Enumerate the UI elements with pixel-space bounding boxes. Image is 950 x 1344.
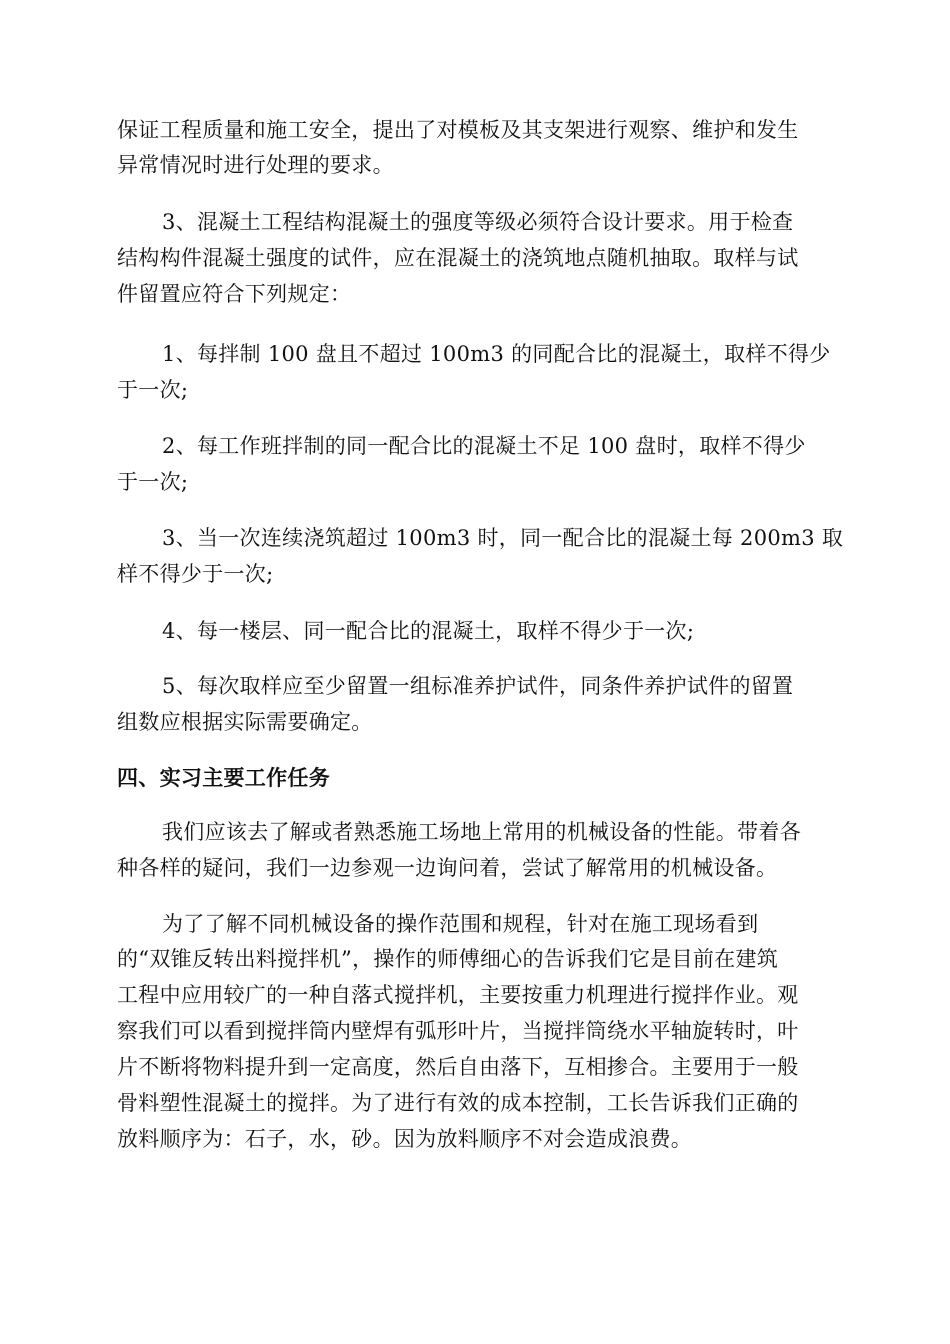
text-line: 3、当一次连续浇筑超过 100m3 时，同一配合比的混凝土每 200m3 取: [162, 526, 844, 550]
text-line: 件留置应符合下列规定：: [117, 282, 352, 306]
section-heading: 四、实习主要工作任务: [117, 766, 330, 790]
text-line: 1、每拌制 100 盘且不超过 100m3 的同配合比的混凝土，取样不得少: [162, 342, 831, 366]
text-line: 察我们可以看到搅拌筒内壁焊有弧形叶片，当搅拌筒绕水平轴旋转时，叶: [117, 1019, 799, 1043]
text-line: 骨料塑性混凝土的搅拌。为了进行有效的成本控制，工长告诉我们正确的: [117, 1091, 799, 1115]
text-line: 保证工程质量和施工安全，提出了对模板及其支架进行观察、维护和发生: [117, 118, 799, 142]
text-line: 于一次;: [117, 378, 189, 402]
text-line: 2、每工作班拌制的同一配合比的混凝土不足 100 盘时，取样不得少: [162, 434, 806, 458]
text-line: 为了了解不同机械设备的操作范围和规程，针对在施工现场看到: [162, 912, 759, 936]
text-line: 4、每一楼层、同一配合比的混凝土，取样不得少于一次;: [162, 619, 695, 643]
text-line: 种各样的疑问，我们一边参观一边询问着，尝试了解常用的机械设备。: [117, 856, 778, 880]
text-line: 5、每次取样应至少留置一组标准养护试件，同条件养护试件的留置: [162, 674, 794, 698]
text-line: 片不断将物料提升到一定高度，然后自由落下，互相掺合。主要用于一般: [117, 1055, 799, 1079]
text-line: 3、混凝土工程结构混凝土的强度等级必须符合设计要求。用于检查: [162, 210, 794, 234]
text-line: 样不得少于一次;: [117, 562, 274, 586]
text-line: 我们应该去了解或者熟悉施工场地上常用的机械设备的性能。带着各: [162, 820, 801, 844]
text-line: 的“双锥反转出料搅拌机”，操作的师傅细心的告诉我们它是目前在建筑: [117, 947, 779, 971]
text-line: 结构构件混凝土强度的试件，应在混凝土的浇筑地点随机抽取。取样与试: [117, 246, 799, 270]
text-line: 工程中应用较广的一种自落式搅拌机，主要按重力机理进行搅拌作业。观: [117, 983, 799, 1007]
text-line: 异常情况时进行处理的要求。: [117, 153, 394, 177]
text-line: 于一次;: [117, 470, 189, 494]
text-line: 组数应根据实际需要确定。: [117, 710, 373, 734]
text-line: 放料顺序为：石子，水，砂。因为放料顺序不对会造成浪费。: [117, 1127, 693, 1151]
